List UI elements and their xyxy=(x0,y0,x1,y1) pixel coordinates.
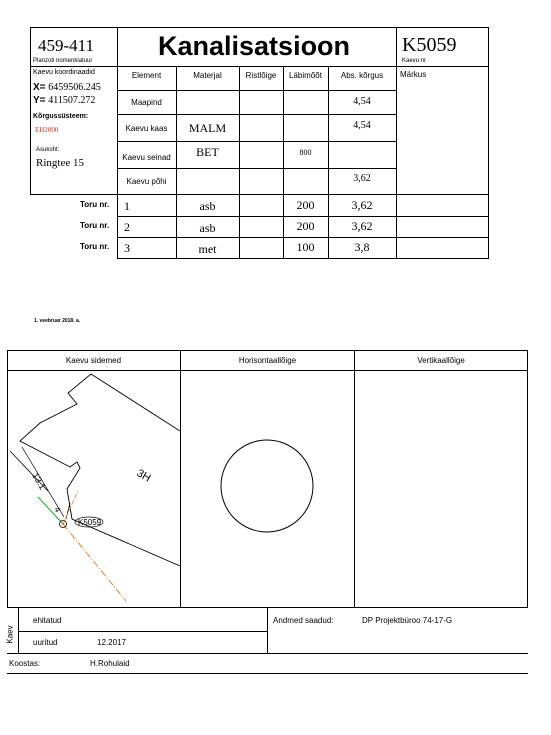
document-date: 1. veebruar 2018. a. xyxy=(34,318,81,324)
col-header-ristloige: Ristlõige xyxy=(245,70,277,80)
col-header-materjal: Materjal xyxy=(193,70,222,80)
row-korgus: 4,54 xyxy=(353,119,371,131)
height-system-label: Kõrgussüsteem: xyxy=(33,113,89,120)
building-label: 3H xyxy=(134,467,153,485)
drawing-title-sidemed: Kaevu sidemed xyxy=(65,356,122,365)
toru-labimoot: 100 xyxy=(296,240,315,254)
toru-korgus: 3,62 xyxy=(351,219,373,233)
row-element: Kaevu põhi xyxy=(126,176,167,186)
height-system-value: EH2000 xyxy=(35,126,59,134)
drawing-title-vertikaal: Vertikaallõige xyxy=(417,356,465,365)
toru-label: Toru nr. xyxy=(80,242,110,251)
kaev-label: Kaev xyxy=(5,625,15,644)
row-element: Kaevu seinad xyxy=(122,152,171,162)
planzoti-number: 459-411 xyxy=(38,36,95,55)
toru-labimoot: 200 xyxy=(296,219,315,233)
col-header-labimoot: Läbimõõt xyxy=(289,70,322,80)
toru-nr: 2 xyxy=(124,220,130,234)
row-element: Maapind xyxy=(131,97,162,107)
side-label: 4 xyxy=(52,505,63,514)
well-section-circle xyxy=(221,440,313,532)
coord-x xyxy=(33,82,101,93)
col-header-markus: Märkus xyxy=(400,70,427,79)
toru-korgus: 3,62 xyxy=(351,197,373,212)
coords-label: Kaevu koordinaadid xyxy=(33,69,95,76)
ehitatud-label: ehitatud xyxy=(33,616,62,625)
well-label: K5059 xyxy=(78,518,102,527)
kaevu-number: K5059 xyxy=(402,34,457,56)
planzoti-label: Planzoti nomenklatuur xyxy=(33,58,93,64)
col-header-korgus: Abs. kõrgus xyxy=(340,70,384,80)
site-plan-drawing xyxy=(8,371,180,607)
toru-materjal: asb xyxy=(199,198,216,213)
row-materjal: BET xyxy=(196,144,219,159)
toru-nr: 3 xyxy=(124,241,130,255)
kaevu-number-label: Kaevu nr xyxy=(402,58,427,64)
row-materjal: MALM xyxy=(188,120,227,135)
andmed-label: Andmed saadud: xyxy=(273,616,334,625)
orange-pipe xyxy=(63,524,126,601)
andmed-value: DP Projektbüroo 74-17-G xyxy=(362,616,453,625)
page-title: Kanalisatsioon xyxy=(158,31,351,61)
toru-nr: 1 xyxy=(124,199,130,213)
coord-y-value: 411507.272 xyxy=(48,95,96,106)
well-marker-inner xyxy=(62,523,64,525)
drawing-title-horisontaal: Horisontaallõige xyxy=(238,356,297,365)
toru-label: Toru nr. xyxy=(80,200,110,209)
horizontal-section-drawing xyxy=(181,371,354,607)
row-labimoot: 800 xyxy=(299,147,312,157)
row-korgus: 3,62 xyxy=(353,172,371,184)
coord-y-label: Y= xyxy=(33,95,46,106)
coord-x-value: 6459506.245 xyxy=(48,82,101,93)
toru-label: Toru nr. xyxy=(80,221,110,230)
coord-x-label: X= xyxy=(33,82,46,93)
orange-pipe-up xyxy=(63,491,78,524)
building-outline xyxy=(20,374,180,566)
koostas-label: Koostas: xyxy=(9,659,41,668)
uuritud-date: 12.2017 xyxy=(97,638,126,647)
location-label: Asukoht: xyxy=(36,147,60,153)
location-value: Ringtee 15 xyxy=(36,157,84,169)
uuritud-label: uuritud xyxy=(33,638,58,647)
coord-y xyxy=(33,95,95,106)
distance-label: 13.1 xyxy=(30,471,48,492)
row-element: Kaevu kaas xyxy=(125,123,168,133)
toru-materjal: asb xyxy=(199,220,216,235)
koostas-value: H.Rohulaid xyxy=(90,659,130,668)
toru-labimoot: 200 xyxy=(296,197,315,212)
toru-korgus: 3,8 xyxy=(354,240,370,254)
toru-materjal: met xyxy=(198,241,217,256)
row-korgus: 4,54 xyxy=(353,95,371,107)
col-header-element: Element xyxy=(131,70,162,80)
